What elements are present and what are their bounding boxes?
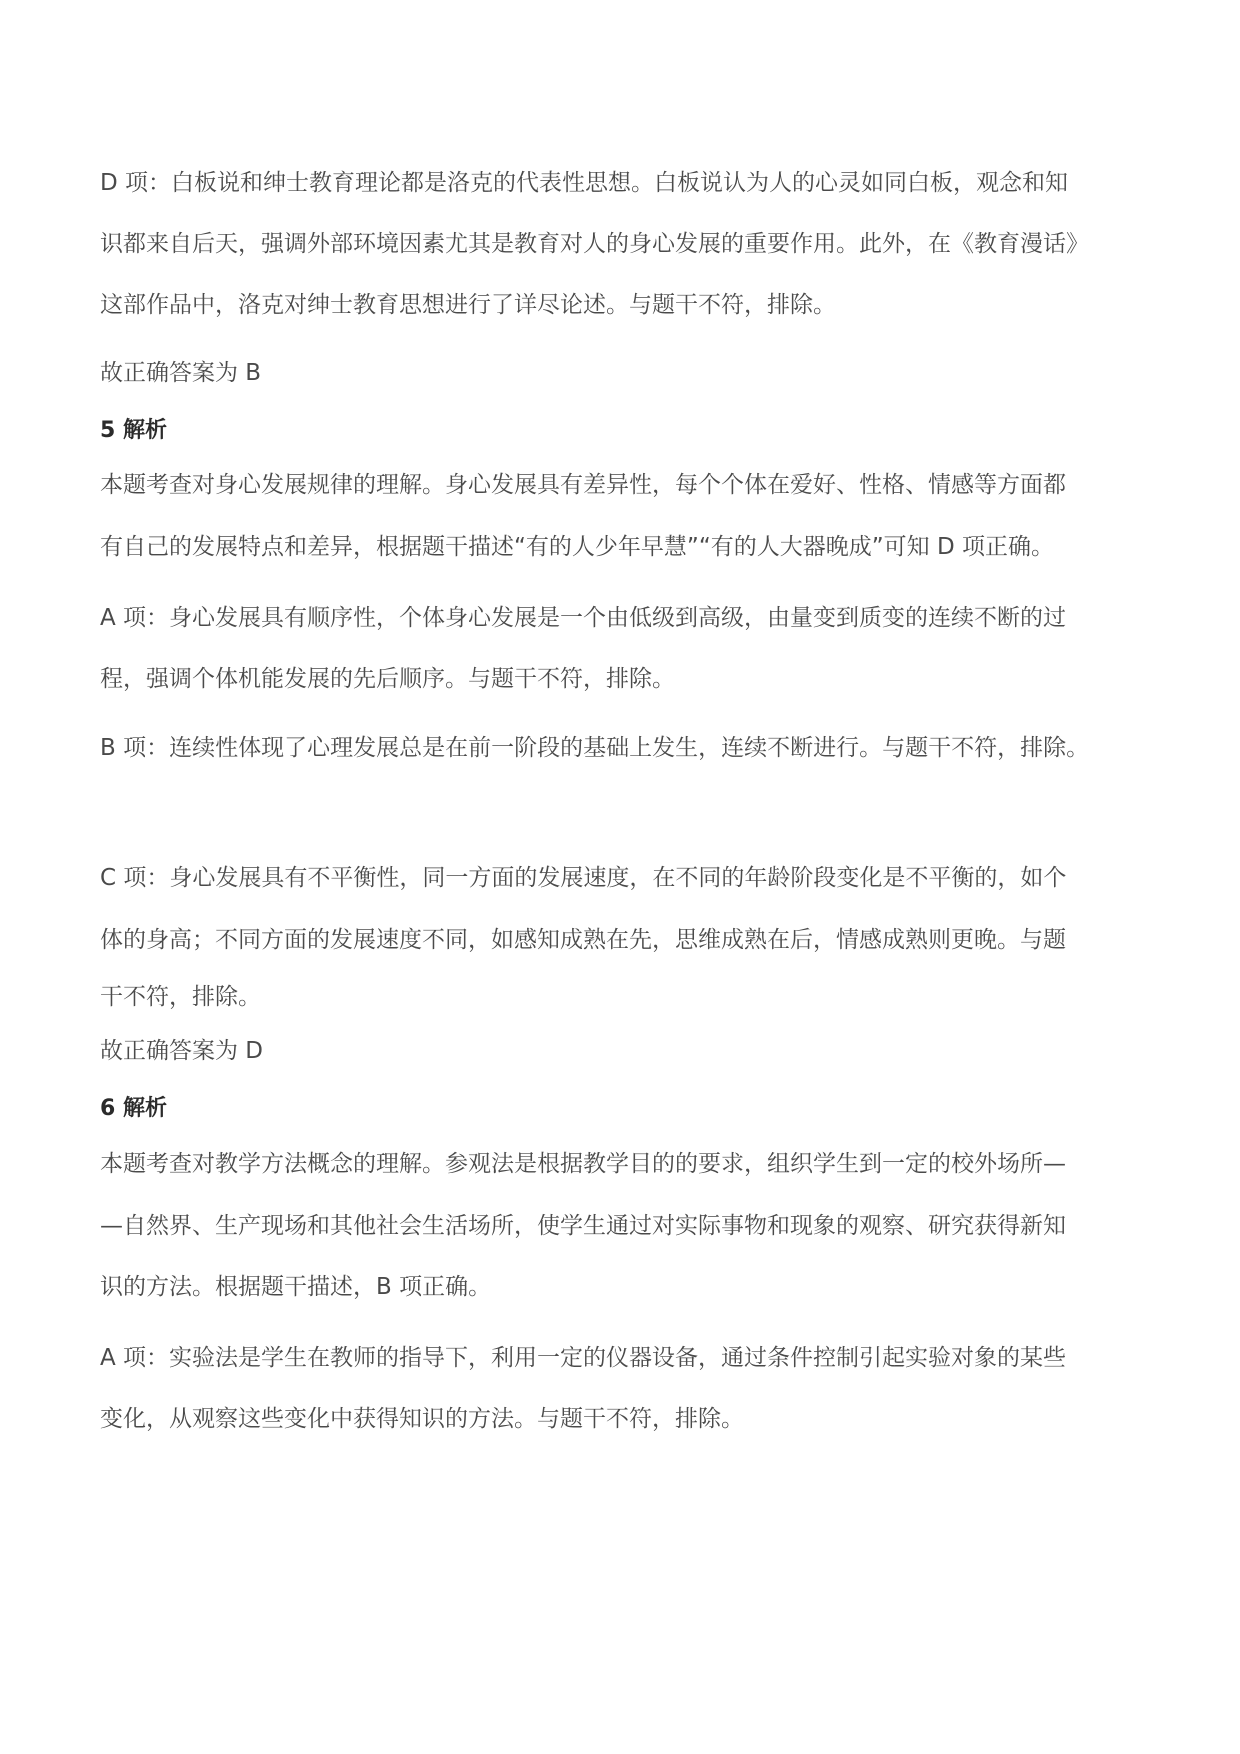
paragraph-line: 本题考查对身心发展规律的理解。身心发展具有差异性，每个个体在爱好、性格、情感等方面都 — [100, 472, 1066, 498]
paragraph-line: 本题考查对教学方法概念的理解。参观法是根据教学目的的要求，组织学生到一定的校外场所— — [100, 1151, 1066, 1177]
section-heading: 6 解析 — [100, 1096, 167, 1121]
paragraph-line: 识的方法。根据题干描述，B 项正确。 — [100, 1274, 492, 1300]
answer-line: 故正确答案为 D — [100, 1038, 264, 1064]
section-heading: 5 解析 — [100, 418, 167, 443]
paragraph-line: 程，强调个体机能发展的先后顺序。与题干不符，排除。 — [100, 666, 675, 692]
paragraph-line: 干不符，排除。 — [100, 984, 261, 1010]
paragraph-line: 有自己的发展特点和差异，根据题干描述“有的人少年早慧”“有的人大器晚成”可知 D 项正确。 — [100, 534, 1054, 560]
paragraph-line: 变化，从观察这些变化中获得知识的方法。与题干不符，排除。 — [100, 1406, 744, 1432]
paragraph-line: C 项：身心发展具有不平衡性，同一方面的发展速度，在不同的年龄阶段变化是不平衡的，如个 — [100, 865, 1067, 891]
paragraph-line: D 项：白板说和绅士教育理论都是洛克的代表性思想。白板说认为人的心灵如同白板，观念和知 — [100, 170, 1069, 196]
paragraph-line: —自然界、生产现场和其他社会生活场所，使学生通过对实际事物和现象的观察、研究获得新知 — [100, 1213, 1066, 1239]
option-b-explanation: B 项：连续性体现了心理发展总是在前一阶段的基础上发生，连续不断进行。与题干不符，排除。 — [100, 735, 1090, 761]
paragraph-line: 这部作品中，洛克对绅士教育思想进行了详尽论述。与题干不符，排除。 — [100, 292, 836, 318]
answer-line: 故正确答案为 B — [100, 360, 262, 386]
paragraph-line: 识都来自后天，强调外部环境因素尤其是教育对人的身心发展的重要作用。此外，在《教育漫话》 — [100, 231, 1089, 257]
paragraph-line: A 项：实验法是学生在教师的指导下，利用一定的仪器设备，通过条件控制引起实验对象的某些 — [100, 1345, 1067, 1371]
paragraph-line: 体的身高；不同方面的发展速度不同，如感知成熟在先，思维成熟在后，情感成熟则更晚。与题 — [100, 927, 1066, 953]
paragraph-line: A 项：身心发展具有顺序性，个体身心发展是一个由低级到高级，由量变到质变的连续不断的过 — [100, 605, 1067, 631]
